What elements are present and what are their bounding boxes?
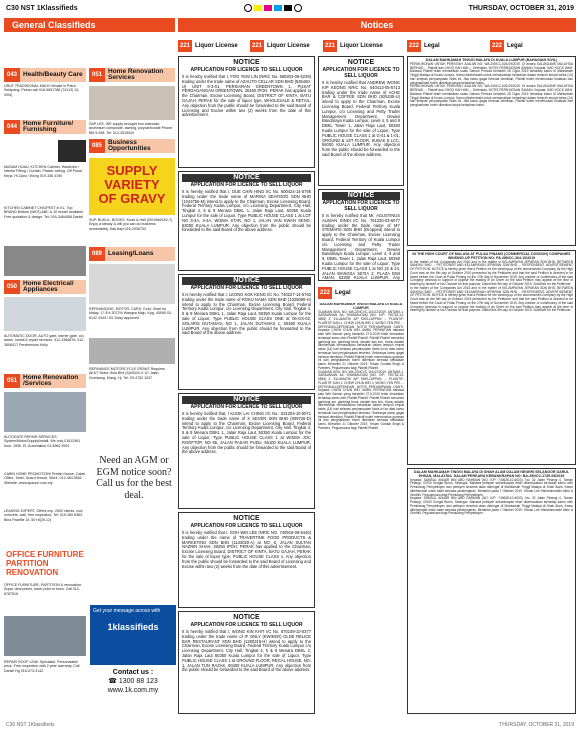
classified-ad: SUP. BUKUL, BOOKS. Kuad & Hall (0019660162-7). Enjoy a steady & will you can do business immediately. Kak.bayi 016-2936753	[89, 218, 174, 231]
classified-ad: URUT TRADISIONAL MALE/ female in Petra Setapang. Pesan call 016-9651788 (74113) 1/L 9/04)	[4, 84, 80, 97]
klassifieds-promo: Get your message across with 1klassifieds	[90, 605, 176, 665]
liquor-notice: NOTICE APPLICATION FOR LICENCE TO SELL LIQUOR It is hereby notified that I, FOO YEW LIN (NRIC No. 690303-08-5239) trading under the trade name of AZAUTO CELLAR SDN BHD (536460-U) UNIT 8-3-01, PERSIARAN GREENTOWN 1, PUSAT PERDAGANGAN GREENTOWN, 30450 IPOH, PERAK has applied to the Chairman, Excise Licensing Board, DISTRICT OF KINTA, BATU GAJAH, PERAK for the sale of liquor type, WHOLESALE & RETAIL. Any objection from the public should be forwarded to the said Board of Licensing and Excise within two (2) weeks from the date of this advertisement.	[178, 56, 315, 168]
classified-ad: OFFICE FURNITURE, PARTITION & renovation. Super deal prices, lower price in town. Call 012-6787516	[4, 583, 82, 596]
classified-ad: MASAM HIJAU, KITCHEN Cabinet. Wardrobe / Interior Fitting / Curtain. Plaster ceiling. Off Pusat Kerja. Hi Zaini / Wong 019-336 4190	[4, 165, 82, 178]
liquor-notice: NOTICE APPLICATION FOR LICENCE TO SELL LIQUOR It is hereby notified that I, WONG KIN KHIT I/C No. 870109-10-5377 trading under the trade name of IF ONLY (KWIKER) OLDE RELICE BAR RESTAURANT SDN BHD (1280318-H) intend to apply to the Chairman, Excise Licensing Board, Federal Territory Kuala Lumpur c/o Licensing Department, City Hall, Tingkat 4, 5 & 9 Menara DBKL 2, Jalan Raja Laut 50350 Kuala Lumpur for the sale of Liquor, Type PUBLIC HOUSE CLASS 1 at GROUND FLOOR, REGAL HOUSE, NO. 1, JALAN TUN RAZAK, 50400 KUALA LUMPUR. Any objection from the public should be forwarded to the said Board of the above address.	[178, 611, 315, 714]
supply-gravy-ad: SUPPLY VARIETY OF GRAVY	[89, 158, 175, 215]
legal-notice: DALAM MAHKAMAH TINGGI MALAYA DI KUALA LUMPUR GUAMAN SIVIL NO: WA-22NCVC-116-02/2019. ANTARA 1. SARAVANAN A/L SHANMUGAM (NO. K/P: 790718-14-5555) 2. ELLAMATHI A/P SHELLAPPAN ... PLAINTIF-PLAINTIF DAN 1. CHEW CHUN WEI 2. WONG YEN PEE ... DEFENDAN-DEFENDAN. NOTIS PENYAMPAIAN GANTI. Kepada: CHEW CHUN WEI. AMBIL PERHATIAN bahawa satu Writ Saman yang bertarikh 27.5.2019 telah dimulakan terhadap kamu oleh Plaintif-Plaintif. Plaintif-Plaintif menuntut gantirugi am, gantirugi teruk, faedah dan kos. Kamu adalah dikehendaki memasukkan kehadiran dalam tempoh empat belas (14) hari selepas penyampaian Notis ini ke atas kamu termasuk hari penyampaian tersebut. Sekiranya kamu gagal berbuat demikian, Plaintif-Plaintif boleh meneruskan guaman ini dan penghakiman boleh diberikan semasa ketiadaan kamu. Bertarikh 21 Oktober 2019. Tetuan Gurdial Singh & Partners, Peguamcara bagi Plaintif-Plaintif. GUAMAN SIVIL NO: WA-22NCVC-116-02/2019. ANTARA 1. SARAVANAN A/L SHANMUGAM (NO. K/P: 790718-14-5555) 2. ELLAMATHI A/P SHELLAPPAN ... PLAINTIF-PLAINTIF DAN 1. CHEW CHUN WEI 2. WONG YEN PEE ... DEFENDAN-DEFENDAN. NOTIS PENYAMPAIAN GANTI. Kepada: CHEW CHUN WEI. AMBIL PERHATIAN bahawa satu Writ Saman yang bertarikh 27.5.2019 telah dimulakan terhadap kamu oleh Plaintif-Plaintif. Plaintif-Plaintif menuntut gantirugi am, gantirugi teruk, faedah dan kos. Kamu adalah dikehendaki memasukkan kehadiran dalam tempoh empat belas (14) hari selepas penyampaian Notis ini ke atas kamu termasuk hari penyampaian tersebut. Sekiranya kamu gagal berbuat demikian, Plaintif-Plaintif boleh meneruskan guaman ini dan penghakiman boleh diberikan semasa ketiadaan kamu. Bertarikh 21 Oktober 2019. Tetuan Gurdial Singh & Partners, Peguamcara bagi Plaintif-Plaintif.	[318, 303, 404, 430]
klassifieds-logo: 1klassifieds	[107, 622, 159, 632]
liquor-notice: NOTICE APPLICATION FOR LICENCE TO SELL LIQUOR It is hereby notified that I, GOH WEI LEE (NRIC NO. 740916-08-5446) trading under the name of TRAVERTINE FOOD PRODUCTS & MARKETING SDN BHD (1133020-A) at NO. 8, JALAN SULTAN NAZRIN SHAH, 30250 IPOH, PERAK has applied to the Chairman, Excise Licensing Board, DISTRICT OF KINTA, BATU GAJAH, PERAK for the sale of liquor type, PUBLIC HOUSE CLASS 1. Any objection from the public should be forwarded to the said Board of Licensing and Excise within two (2) weeks from the date of this advertisement.	[178, 512, 315, 608]
car-photo	[89, 264, 175, 304]
classified-ad: REFINANCE MOTORCYCLE GRANT Requires AKUT Motor Sola Bhd (5)49324-V. 6? Jalan Gombang, Klang. Hj. Tel: 03-4752 1037	[89, 367, 165, 380]
liquor-notice: NOTICE APPLICATION FOR LICENCE TO SELL LIQUOR It is hereby notified that I, LEONG KOK KENG I/C No. 740227-14-5763 trading under the trade name of ROKU NAMA SDN BHD (1028090-H) intend to apply to the Chairman, Excise Licensing Board, Federal Territory Kuala Lumpur, c/o Licensing Department, City Hall, Tingkat 4, 5 & 9 Menara DBKL 1, Jalan Raja Laut, 50350 Kuala Lumpur for the sale of Liquor, Type PUBLIC HOUSE CLASS ONE at 06-GS-02, SOLARIS DUTAMAS, NO 1, JALAN DUTAMAS 1, 50480 KUALA LUMPUR. Any objection from the public should be forwarded to the said Board of the above address.	[178, 274, 315, 390]
liquor-notice: NOTICE APPLICATION FOR LICENCE TO SELL LIQUOR It is hereby notified that ANDREW WONG KIP KEONG NRIC No. 640413-05-5713 trading under the trade name of ACHE BAR & COFFEE SDN BHD (925245-U) intend to apply to the Chairman, Excise Licensing Board, Federal Territory Kuala Lumpur, c/o Licensing and Petty Trader Management Department, Dewan Bandaraya Kuala Lumpur, Level 4, 5 and 9 DBKL Tower 1, Jalan Raja Laut, 50350 Kuala Lumpur for the sale of Liquor, Type PUBLIC HOUSE CLASS 1 at G-01 & 1-01, GROUND & 1ST FLOOR, SUBAK 8 LCC, 56000 KUALA LUMPUR. Any objection from the public should be forwarded to the said Board of the above address.	[318, 56, 404, 186]
page-topbar	[0, 0, 580, 16]
color-swatch-cyan	[274, 5, 282, 11]
gate-photo	[4, 297, 86, 331]
classified-ad: CABIN HOME PROMOTION! Prefab House, Cabin Office, Toilet, Guard House, Store. 012-464 5552 Website: www.sparsol.com.my	[4, 472, 86, 485]
legal-notice: IN THE HIGH COURT OF MALAYA AT PULAU PINANG (COMMERCIAL DIVISION) COMPANIES WINDING-UP PETITION NO: PA-28NCC-364-10/2019 In the matter of the Companies Act 2016 and in the matter of KELAMPAYAN JEPARAN SDN BHD. BETWEEN SANGKU BHD ... PETITIONER AND KELAMPAYAN JEPARAN SDN BHD ... RESPONDENT. ADVERTISEMENT OF PETITION. NOTICE is hereby given that a Petition for the winding-up of the abovenamed Company by the High Court was on the 8th day of October 2019 presented by the Petitioner and that the said Petition is directed to be heard before the Court at Pulau Pinang on the 27th day of November 2019. Any creditor or contributory of the said Company desirous to support or oppose the making of an Order on the said Petition may appear at the time of hearing by himself or his Counsel for that purpose. Dated this 9th day of October 2019. Solicitors for the Petitioner. In the matter of the Companies Act 2016 and in the matter of KELAMPAYAN JEPARAN SDN BHD. BETWEEN SANGKU BHD ... PETITIONER AND KELAMPAYAN JEPARAN SDN BHD ... RESPONDENT. ADVERTISEMENT OF PETITION. NOTICE is hereby given that a Petition for the winding-up of the abovenamed Company by the High Court was on the 8th day of October 2019 presented by the Petitioner and that the said Petition is directed to be heard before the Court at Pulau Pinang on the 27th day of November 2019. Any creditor or contributory of the said Company desirous to support or oppose the making of an Order on the said Petition may appear at the time of hearing by himself or his Counsel for that purpose. Dated this 9th day of October 2019. Solicitors for the Petitioner.	[407, 250, 576, 465]
classified-ad: AUTOMATIC DOOR, AUTO gate, barrier gate, c/o, alarm. Install & repair services. 012-3369876, 012-3608417 Persimmons Kelly	[4, 334, 85, 347]
notices-header: Notices	[178, 18, 576, 32]
registration-mark-icon	[294, 4, 302, 12]
category-leasing-loans: 089 Leasing/Loans	[89, 247, 175, 261]
web-link[interactable]: www.1k.com.my	[107, 687, 159, 694]
liquor-notice: NOTICE APPLICATION FOR LICENCE TO SELL LIQUOR It is hereby notified that I, DUE CHIN HING I/C No. 600424-14-5795 trading under the trade name of MARINA SEAFOOD SDN BHD (1043756-M) intend to apply to the Chairman, Excise Licensing Board, Federal Territory Kuala Lumpur, c/o Licensing Department, City Hall, Tingkat 4, 5 & 9 Menara DBKL 1, Jalan Raja Laut, 50350 Kuala Lumpur for the sale of Liquor, Type PUBLIC HOUSE CLASS 1 at LOT NO 3-3A, 3-4A, WISMA STAR, NO 1, JALAN VAN KWAN SENG, 53000 KUALA LUMPUR. Any objection from the public should be forwarded to the said Board of the above address.	[178, 171, 315, 271]
agm-notice-promo: Need an AGM or EGM notice soon? Call us for the best deal.	[96, 455, 172, 501]
page-date: THURSDAY, OCTOBER 31, 2019	[468, 4, 574, 12]
classified-ad: KITCHEN CABINET CHIGPEST in KL. Top BRAND Bottom (WKS) ABC & 10 model available. Free quotation & design. Tel: 016-3464088 Daniel	[4, 206, 85, 219]
section-liquor-license: 221 Liquor License	[178, 40, 243, 52]
roof-photo	[4, 616, 86, 656]
page-folio: C30 NST 1Klassifieds	[6, 4, 78, 12]
color-swatch-yellow	[254, 5, 262, 11]
contact-box: Contact us : ☎ 1300 88 123 www.1k.com.my	[107, 669, 159, 694]
staircase-photo	[89, 86, 175, 120]
motorcycle-photo	[89, 338, 175, 364]
category-home-electrical: 050 Home Electrical/ Appliances	[4, 280, 86, 294]
category-health-beauty: 043 Health/Beauty Care	[4, 68, 86, 82]
section-legal: 222 Legal	[490, 40, 550, 52]
bed-photo	[58, 140, 86, 162]
section-legal: 222 Legal	[318, 287, 404, 299]
category-business-opportunities: 085 Business Opportunities	[89, 139, 175, 153]
kitchen-photo	[4, 246, 86, 276]
office-furniture-banner: OFFICE FURNITURE PARTITION RENOVATION	[4, 548, 86, 580]
liquor-notice: NOTICE APPLICATION FOR LICENCE TO SELL LIQUOR It is hereby notified that, I KUOK LAI CHING I/C No.: 531204-10-5071 trading under the trade name of X SEVEN SDN BHD (939726-D) intend to apply to the Chairman, Excise Licensing Board, Federal Territory Kuala Lumpur, c/o Licensing Department, City Hall, Tingkat 4, 5 & 9 Menara DBKL 1, Jalan Raja Laut, 50350 Kuala Lumpur for the sale of Liquor, Type PUBLIC HOUSE CLASS 1 at WISMA JOC ROOFTOP, NO 86, JALAN PASAR PUDU, 55100 KUALA LUMPUR. Any objection from the public should be forwarded to the said Board of the above address.	[178, 393, 315, 509]
section-legal: 222 Legal	[407, 40, 467, 52]
liquor-notice: NOTICE APPLICATION FOR LICENCE TO SELL LIQUOR It is hereby notified that Mr. AGUSTINUS ALIMAN SINDI I/C No. 761230-03-6077 trading under the trade name of MY STEMARS SDN BHD (Dropped) intend to apply to the Chairman, Excise Licensing Board, Federal Territory of Kuala Lumpur c/o Licensing and Petty Trader Management Department, Dewan Bandaraya Kuala Lumpur, Level 4, 5 and 9, DBKL Tower 1, Jalan Raja Laut, 50350 Kuala Lumpur for the sale of Liquor, Type PUBLIC HOUSE CLASS 1 at NO 22 & 24, JALAN WANGSA SETIA 2, PLAZA DWI AMAN, 53300 KUALA LUMPUR. Any	[318, 189, 404, 281]
classified-ad: SAP LEE, WE supply wrought iron staircase, aluminium composite, awning, polycarbonate Phone BM 5.398. Tel: 012-2515020	[89, 122, 173, 135]
classified-ad: REFINANCING, MOTOR, CARS, Gold, Shari for Malay. 1? 3% 3072% Wangsa Maju. Kpg. 40095 03-6142 4344 / 53. Easy approved	[89, 307, 173, 320]
color-swatch-black	[284, 5, 292, 11]
section-liquor-license: 221 Liquor License	[323, 40, 388, 52]
classified-ad: REPAIR ROOF LEAK Specialist. Personalable price. Free inspection with 2 year warranty. Call Daniel Hg 016-073-3142.	[4, 660, 80, 673]
phone-icon: ☎	[108, 678, 119, 685]
autogate-photo	[4, 392, 86, 432]
page-footer: C30 NST 1Klassifieds THURSDAY, OCTOBER 31, 2019	[6, 721, 574, 728]
legal-notice: DALAM MAHKAMAH TINGGI MALAYA DI SHAH ALAM DALAM NEGERI SELANGOR DARUL EHSAN, MALAYSIA. DALAM PERKARA KEBANKRAPAN NO: BA-29NCC-1735-09/2019 Kepada: SAMSUL ANUAR BIN ABD RAHMAN (NO. K/P: 740628-10-6003), No. 32 Jalan Pelangi 4, Taman Pelangi, 47000 Sungai Buloh, Selangor. Bahawa petisyen kebankrapan telah dikemukakan terhadap kamu oleh Pemiutang Pempetisyen dan petisyen tersebut akan didengar di Mahkamah Tinggi Malaya di Shah Alam. Kamu dikehendaki untuk hadir semasa pendengaran. Bertarikh pada 7 Oktober 2019. Tetuan Lee Hishammuddin Allen & Gledhill, Peguamcara bagi Pemiutang Pempetisyen. Kepada: SAMSUL ANUAR BIN ABD RAHMAN (NO. K/P: 740628-10-6003), No. 32 Jalan Pelangi 4, Taman Pelangi, 47000 Sungai Buloh, Selangor. Bahawa petisyen kebankrapan telah dikemukakan terhadap kamu oleh Pemiutang Pempetisyen dan petisyen tersebut akan didengar di Mahkamah Tinggi Malaya di Shah Alam. Kamu dikehendaki untuk hadir semasa pendengaran. Bertarikh pada 7 Oktober 2019. Tetuan Lee Hishammuddin Allen & Gledhill, Peguamcara bagi Pemiutang Pempetisyen.	[407, 468, 576, 714]
section-liquor-license: 221 Liquor License	[250, 40, 315, 52]
category-home-renovation: 051 Home Renovation Services	[89, 68, 175, 82]
category-home-furniture: 044 Home Furniture/ Furnishing	[4, 120, 86, 134]
classified-ad: LEAKING EXPERT. Offers exp. 2500 clients, roof, concrete, wall, free inspection. Tel: 019-360 6383 Bina Paarfile 1/L 50 Hi(25-12)	[4, 509, 84, 522]
color-swatch-magenta	[264, 5, 272, 11]
category-home-renovation-2: 051 Home Renovation /Services	[4, 374, 86, 388]
registration-mark-icon	[244, 4, 252, 12]
registration-marks	[244, 4, 302, 12]
classified-ad: AUTOGATE REPAIR SERVICES System/Motor/Supply/install. We only 01612961 hour. 1996. EI. Automation 01-8962 5991	[4, 435, 81, 448]
general-classifieds-header: General Classifieds	[4, 18, 175, 32]
legal-notice: DALAM MAHKAMAH TINGGI MALAYA DI KUALA LUMPUR (BAHAGIAN SIVIL) PERMOHONAN UNTUK PERINTAH JUALAN NO: WA-24NCC-626-09/2019. Di antara SALVAGAME MALAYSIA BERHAD ... Plaintif dan CHOO KAH WAI ... Defendan. NOTIS PERNYATAAN SAMAN. Kepada: SAD HOCK WAH. Bahawa Plaintif telah memfailkan suatu Saman Pemula bertarikh 28 Ogos 2019 terhadap kamu di Mahkamah Tinggi Malaya di Kuala Lumpur. Kamu dikehendaki untuk memasukkan kehadiran dalam tempoh empat belas (14) hari selepas penyampaian Notis ini. Jika kamu gagal berbuat demikian, Plaintif boleh meneruskan tindakan dan penghakiman boleh diberikan tanpa kehadiran kamu. PERMOHONAN UNTUK PERINTAH JUALAN NO: WA-24NCC-626-09/2019. Di antara SALVAGAME MALAYSIA BERHAD ... Plaintif dan CHOO KAH WAI ... Defendan. NOTIS PERNYATAAN SAMAN. Kepada: SAD HOCK WAH. Bahawa Plaintif telah memfailkan suatu Saman Pemula bertarikh 28 Ogos 2019 terhadap kamu di Mahkamah Tinggi Malaya di Kuala Lumpur. Kamu dikehendaki untuk memasukkan kehadiran dalam tempoh empat belas (14) hari selepas penyampaian Notis ini. Jika kamu gagal berbuat demikian, Plaintif boleh meneruskan tindakan dan penghakiman boleh diberikan tanpa kehadiran kamu.	[407, 56, 576, 246]
